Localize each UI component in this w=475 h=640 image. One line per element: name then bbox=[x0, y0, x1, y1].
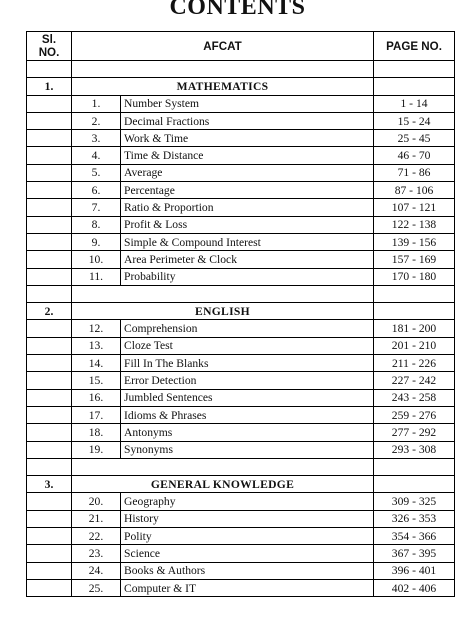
topic-number: 21. bbox=[72, 510, 121, 527]
topic-name: Fill In The Blanks bbox=[121, 355, 374, 372]
topic-row bbox=[27, 424, 455, 441]
topic-page-range: 227 - 242 bbox=[374, 372, 455, 389]
blank-row bbox=[27, 285, 455, 302]
topic-name: Synonyms bbox=[121, 441, 374, 458]
header-subject: AFCAT bbox=[72, 32, 374, 61]
section-row bbox=[27, 78, 455, 95]
topic-sl-blank bbox=[27, 372, 72, 389]
topic-sl-blank bbox=[27, 562, 72, 579]
topic-page-range: 170 - 180 bbox=[374, 268, 455, 285]
topic-number: 12. bbox=[72, 320, 121, 337]
topic-row bbox=[27, 251, 455, 268]
topic-name: Comprehension bbox=[121, 320, 374, 337]
topic-row bbox=[27, 233, 455, 250]
topic-sl-blank bbox=[27, 164, 72, 181]
section-title: MATHEMATICS bbox=[72, 78, 374, 95]
topic-row bbox=[27, 579, 455, 596]
blank-cell bbox=[27, 458, 72, 475]
topic-number: 14. bbox=[72, 355, 121, 372]
topic-sl-blank bbox=[27, 510, 72, 527]
topic-number: 16. bbox=[72, 389, 121, 406]
topic-name: Average bbox=[121, 164, 374, 181]
topic-row bbox=[27, 130, 455, 147]
topic-sl-blank bbox=[27, 95, 72, 112]
topic-page-range: 157 - 169 bbox=[374, 251, 455, 268]
section-page-cell bbox=[374, 476, 455, 493]
topic-row bbox=[27, 95, 455, 112]
topic-name: Area Perimeter & Clock bbox=[121, 251, 374, 268]
topic-page-range: 139 - 156 bbox=[374, 233, 455, 250]
header-sl-no bbox=[27, 32, 72, 61]
blank-cell bbox=[374, 458, 455, 475]
topic-name: History bbox=[121, 510, 374, 527]
topic-sl-blank bbox=[27, 130, 72, 147]
blank-cell bbox=[374, 285, 455, 302]
contents-table bbox=[26, 31, 455, 597]
topic-page-range: 87 - 106 bbox=[374, 182, 455, 199]
topic-number: 24. bbox=[72, 562, 121, 579]
topic-row bbox=[27, 199, 455, 216]
blank-cell bbox=[72, 285, 374, 302]
blank-cell bbox=[72, 61, 374, 78]
topic-number: 1. bbox=[72, 95, 121, 112]
topic-row bbox=[27, 441, 455, 458]
topic-page-range: 309 - 325 bbox=[374, 493, 455, 510]
topic-row bbox=[27, 545, 455, 562]
topic-sl-blank bbox=[27, 528, 72, 545]
topic-name: Decimal Fractions bbox=[121, 112, 374, 129]
topic-page-range: 259 - 276 bbox=[374, 406, 455, 423]
topic-name: Books & Authors bbox=[121, 562, 374, 579]
topic-row bbox=[27, 406, 455, 423]
topic-number: 13. bbox=[72, 337, 121, 354]
topic-name: Science bbox=[121, 545, 374, 562]
topic-sl-blank bbox=[27, 112, 72, 129]
topic-sl-blank bbox=[27, 199, 72, 216]
topic-number: 19. bbox=[72, 441, 121, 458]
blank-cell bbox=[72, 458, 374, 475]
section-page-cell bbox=[374, 303, 455, 320]
topic-number: 10. bbox=[72, 251, 121, 268]
section-title: ENGLISH bbox=[72, 303, 374, 320]
topic-name: Probability bbox=[121, 268, 374, 285]
topic-name: Jumbled Sentences bbox=[121, 389, 374, 406]
topic-page-range: 201 - 210 bbox=[374, 337, 455, 354]
section-row bbox=[27, 303, 455, 320]
topic-number: 25. bbox=[72, 579, 121, 596]
topic-row bbox=[27, 493, 455, 510]
page-title: CONTENTS bbox=[169, 0, 306, 20]
topic-page-range: 25 - 45 bbox=[374, 130, 455, 147]
topic-name: Geography bbox=[121, 493, 374, 510]
blank-cell bbox=[27, 285, 72, 302]
topic-page-range: 367 - 395 bbox=[374, 545, 455, 562]
blank-row bbox=[27, 458, 455, 475]
topic-name: Ratio & Proportion bbox=[121, 199, 374, 216]
topic-page-range: 402 - 406 bbox=[374, 579, 455, 596]
blank-cell bbox=[27, 61, 72, 78]
topic-sl-blank bbox=[27, 389, 72, 406]
topic-name: Number System bbox=[121, 95, 374, 112]
table-header-row bbox=[27, 32, 455, 61]
topic-number: 23. bbox=[72, 545, 121, 562]
topic-sl-blank bbox=[27, 545, 72, 562]
section-sl-no: 2. bbox=[27, 303, 72, 320]
topic-page-range: 293 - 308 bbox=[374, 441, 455, 458]
topic-sl-blank bbox=[27, 424, 72, 441]
topic-name: Time & Distance bbox=[121, 147, 374, 164]
topic-name: Simple & Compound Interest bbox=[121, 233, 374, 250]
topic-number: 6. bbox=[72, 182, 121, 199]
topic-sl-blank bbox=[27, 251, 72, 268]
topic-page-range: 277 - 292 bbox=[374, 424, 455, 441]
topic-row bbox=[27, 147, 455, 164]
blank-row bbox=[27, 61, 455, 78]
topic-page-range: 107 - 121 bbox=[374, 199, 455, 216]
topic-sl-blank bbox=[27, 233, 72, 250]
topic-row bbox=[27, 182, 455, 199]
topic-number: 17. bbox=[72, 406, 121, 423]
topic-page-range: 71 - 86 bbox=[374, 164, 455, 181]
topic-number: 2. bbox=[72, 112, 121, 129]
topic-sl-blank bbox=[27, 320, 72, 337]
topic-page-range: 46 - 70 bbox=[374, 147, 455, 164]
topic-row bbox=[27, 112, 455, 129]
topic-page-range: 396 - 401 bbox=[374, 562, 455, 579]
topic-row bbox=[27, 372, 455, 389]
topic-number: 18. bbox=[72, 424, 121, 441]
topic-sl-blank bbox=[27, 337, 72, 354]
header-page-no: PAGE NO. bbox=[374, 32, 455, 61]
topic-name: Work & Time bbox=[121, 130, 374, 147]
topic-page-range: 243 - 258 bbox=[374, 389, 455, 406]
topic-page-range: 15 - 24 bbox=[374, 112, 455, 129]
topic-page-range: 181 - 200 bbox=[374, 320, 455, 337]
topic-number: 5. bbox=[72, 164, 121, 181]
topic-row bbox=[27, 389, 455, 406]
topic-name: Percentage bbox=[121, 182, 374, 199]
topic-page-range: 326 - 353 bbox=[374, 510, 455, 527]
topic-row bbox=[27, 320, 455, 337]
topic-number: 8. bbox=[72, 216, 121, 233]
topic-sl-blank bbox=[27, 579, 72, 596]
topic-row bbox=[27, 355, 455, 372]
topic-number: 22. bbox=[72, 528, 121, 545]
topic-name: Error Detection bbox=[121, 372, 374, 389]
topic-name: Antonyms bbox=[121, 424, 374, 441]
topic-name: Computer & IT bbox=[121, 579, 374, 596]
topic-number: 7. bbox=[72, 199, 121, 216]
topic-number: 3. bbox=[72, 130, 121, 147]
topic-sl-blank bbox=[27, 216, 72, 233]
topic-sl-blank bbox=[27, 355, 72, 372]
topic-sl-blank bbox=[27, 493, 72, 510]
section-sl-no: 1. bbox=[27, 78, 72, 95]
topic-sl-blank bbox=[27, 268, 72, 285]
topic-number: 20. bbox=[72, 493, 121, 510]
contents-table-body bbox=[27, 32, 455, 597]
topic-number: 9. bbox=[72, 233, 121, 250]
topic-number: 15. bbox=[72, 372, 121, 389]
topic-row bbox=[27, 337, 455, 354]
topic-sl-blank bbox=[27, 182, 72, 199]
topic-row bbox=[27, 528, 455, 545]
section-sl-no: 3. bbox=[27, 476, 72, 493]
topic-sl-blank bbox=[27, 147, 72, 164]
topic-sl-blank bbox=[27, 441, 72, 458]
topic-row bbox=[27, 562, 455, 579]
topic-row bbox=[27, 268, 455, 285]
topic-name: Cloze Test bbox=[121, 337, 374, 354]
topic-sl-blank bbox=[27, 406, 72, 423]
topic-row bbox=[27, 216, 455, 233]
topic-name: Idioms & Phrases bbox=[121, 406, 374, 423]
topic-page-range: 211 - 226 bbox=[374, 355, 455, 372]
topic-page-range: 1 - 14 bbox=[374, 95, 455, 112]
topic-number: 11. bbox=[72, 268, 121, 285]
section-title: GENERAL KNOWLEDGE bbox=[72, 476, 374, 493]
topic-name: Polity bbox=[121, 528, 374, 545]
blank-cell bbox=[374, 61, 455, 78]
topic-row bbox=[27, 164, 455, 181]
topic-row bbox=[27, 510, 455, 527]
topic-number: 4. bbox=[72, 147, 121, 164]
topic-page-range: 354 - 366 bbox=[374, 528, 455, 545]
topic-page-range: 122 - 138 bbox=[374, 216, 455, 233]
header-sl-no-text: Sl. NO. bbox=[38, 33, 60, 59]
section-page-cell bbox=[374, 78, 455, 95]
topic-name: Profit & Loss bbox=[121, 216, 374, 233]
section-row bbox=[27, 476, 455, 493]
